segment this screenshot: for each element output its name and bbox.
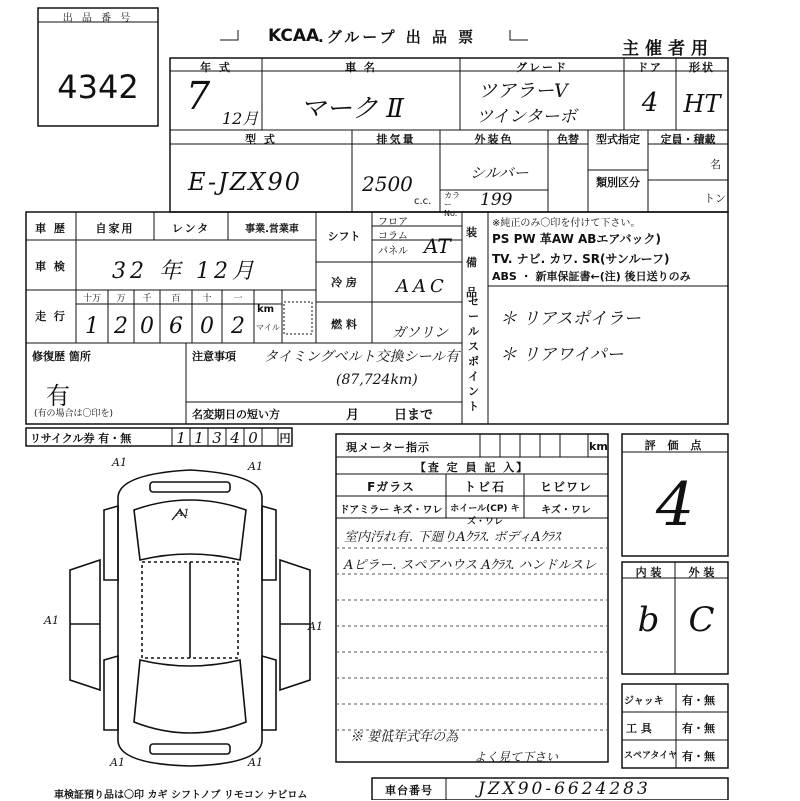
repair-value: 有 [46, 382, 70, 410]
repair-label: 修復歴 箇所 [32, 350, 91, 363]
model-label: 型 式 [245, 133, 277, 146]
chassis-value: JZX90-6624283 [478, 779, 651, 799]
tools-value: 有・無 [682, 722, 715, 735]
color-no-value: 199 [480, 190, 513, 210]
category-label: 類別区分 [596, 176, 640, 189]
mileage-digit-10k: 2 [114, 314, 128, 339]
spare-tire-value: 有・無 [682, 750, 715, 763]
model-value: E-JZX90 [188, 168, 302, 196]
year-value: 7 [186, 74, 211, 118]
shift-column: コラム [378, 231, 408, 242]
mileage-digit-100: 6 [169, 314, 183, 339]
short-expiry-label: 名変期日の短い方 [192, 408, 280, 421]
organizer-label: 主催者用 [622, 39, 714, 59]
inspector-comment-3: ※ 要低年式年の為 [350, 730, 459, 745]
recycle-digit-2: 1 [194, 429, 204, 447]
inspector-heading: 【査 定 員 記 入】 [414, 461, 530, 474]
business-use-label: 事業.営業車 [245, 224, 299, 235]
score-label: 評 価 点 [644, 439, 706, 452]
equipment-line-2: TV. ナビ. カワ. SR(サンルーフ) [492, 252, 670, 266]
equipment-note: ※純正のみ〇印を付けて下さい。 [492, 218, 641, 229]
brand-logo: KCAA [268, 26, 320, 46]
f-glass-label: Fガラス [367, 480, 415, 494]
inspection-value: 32 年 12月 [112, 259, 258, 284]
sales-point-label: セールスポイント [468, 295, 479, 413]
color-no-label: カラー No. [444, 191, 460, 218]
sales-point-2: ＊ リアワイパー [500, 345, 624, 365]
shift-label: シフト [327, 230, 361, 243]
meter-unit: km [589, 440, 608, 453]
notes-label: 注意事項 [192, 350, 236, 363]
interior-label: 内 装 [635, 566, 662, 579]
equipment-line-3: ABS ・ 新車保証書←(注) 後日送りのみ [492, 270, 691, 283]
doors-value: 4 [641, 88, 659, 118]
door-mirror-label: ドアミラー キズ・ワレ [339, 505, 443, 516]
jack-label: ジャッキ [624, 696, 664, 707]
tools-label: 工 具 [626, 722, 652, 735]
car-name-value: マーク Ⅱ [300, 94, 404, 124]
damage-mark: A1 [248, 756, 263, 769]
sales-point-1: ＊ リアスポイラー [500, 309, 641, 329]
recycle-label: リサイクル券 有・無 [30, 432, 132, 445]
month-value: 12月 [222, 109, 259, 128]
mile-unit: マイル [256, 323, 280, 332]
equipment-label: 装備品 [466, 226, 477, 299]
cc-unit: c.c. [414, 196, 432, 207]
mileage-unit-1: 一 [233, 294, 243, 304]
expiry-day-label: 日まで [394, 408, 434, 423]
damage-mark: A1 [112, 456, 127, 469]
mileage-digit-10: 0 [200, 314, 214, 339]
mileage-digit-1: 2 [231, 314, 245, 339]
rental-label: レンタ [171, 222, 211, 235]
expiry-month-label: 月 [346, 408, 362, 423]
shape-label: 形状 [689, 61, 715, 74]
fuel-label: 燃 料 [331, 318, 357, 331]
recycle-digit-3: 3 [212, 429, 222, 447]
year-label: 年 式 [200, 61, 232, 74]
chassis-label: 車台番号 [385, 784, 433, 797]
jack-value: 有・無 [682, 694, 715, 707]
type-designation-label: 型式指定 [596, 133, 640, 146]
km-unit: km [257, 304, 275, 315]
equipment-line-1: PS PW 革AW ABエアバック) [492, 232, 661, 246]
recycle-digit-1: 1 [176, 429, 186, 447]
repair-note: (有の場合は〇印を) [34, 409, 114, 419]
recycle-digit-4: 4 [230, 429, 240, 447]
notes-value-2: (87,724km) [336, 372, 418, 388]
lot-number: 4342 [57, 68, 139, 106]
mileage-digit-1k: 0 [140, 314, 154, 339]
inspector-comment-1: 室内汚れ有. 下廻りAｸﾗｽ. ボディAｸﾗｽ [344, 530, 561, 545]
inspector-comment-4: よく見て下さい [474, 750, 559, 764]
wheel-label: ホイール(CP) キズ・ワレ [450, 504, 520, 527]
scratch-label: キズ・ワレ [541, 505, 591, 516]
recycle-unit: 円 [279, 432, 291, 445]
damage-mark: A1 [44, 614, 59, 627]
interior-value: b [637, 600, 660, 640]
grade-value-1: ツアラーV [478, 80, 568, 102]
score-value: 4 [655, 470, 695, 540]
damage-mark: A1 [308, 620, 323, 633]
doors-label: ドア [637, 61, 663, 74]
exterior-color-label: 外装色 [474, 133, 514, 146]
mileage-unit-10k: 万 [116, 294, 126, 304]
spare-tire-label: スペアタイヤ [624, 751, 678, 761]
car-name-label: 車 名 [345, 61, 377, 74]
damage-mark: A1 [248, 460, 263, 473]
mileage-unit-1k: 千 [142, 294, 152, 304]
hibi-ware-label: ヒビワレ [539, 480, 592, 494]
shift-panel: パネル [378, 246, 408, 257]
inspection-label: 車 検 [35, 260, 67, 273]
meter-label: 現メーター指示 [346, 441, 430, 454]
damage-mark: A1 [110, 756, 125, 769]
lot-label: 出 品 番 号 [62, 13, 134, 24]
grade-label: グレード [516, 61, 568, 74]
mileage-label: 走 行 [35, 310, 67, 323]
shape-value: HT [683, 90, 721, 118]
mileage-unit-100k: 十万 [82, 294, 101, 304]
capacity-unit-tons: トン [704, 192, 726, 205]
exterior-value: C [688, 600, 715, 640]
capacity-label: 定員・積載 [660, 133, 716, 146]
exterior-color-value: シルバー [470, 164, 529, 182]
mileage-unit-100: 百 [171, 294, 181, 304]
displacement-label: 排気量 [376, 133, 416, 146]
inspector-comment-2: Aピラー. スペアハウス Aｸﾗｽ. ハンドルスレ [344, 558, 597, 573]
shift-value: AT [424, 234, 451, 258]
car-diagram [70, 470, 310, 766]
notes-value-1: タイミングベルト交換シール有 [264, 349, 460, 365]
recycle-digit-5: 0 [248, 429, 258, 447]
ac-label: 冷 房 [331, 276, 357, 289]
mileage-digit-100k: 1 [85, 314, 99, 339]
keys-note: 車検証預り品は〇印 カギ シフトノブ リモコン ナビロム [54, 790, 308, 801]
displacement-value: 2500 [362, 172, 413, 196]
damage-mark: A1 [176, 508, 190, 519]
fuel-value: ガソリン [392, 325, 448, 341]
grade-value-2: ツインターボ [476, 107, 577, 127]
tobi-ishi-label: トビ石 [463, 480, 506, 494]
ac-value: AAC [396, 276, 448, 297]
history-label: 車 歴 [35, 222, 67, 235]
exterior-label: 外 装 [688, 566, 715, 579]
color-change-label: 色替 [557, 133, 579, 146]
mileage-unit-10: 十 [202, 294, 212, 304]
capacity-unit-persons: 名 [710, 158, 721, 171]
private-use-label: 自家用 [95, 222, 135, 235]
shift-floor: フロア [378, 217, 408, 228]
form-title: .グループ 出 品 票 [318, 28, 477, 46]
